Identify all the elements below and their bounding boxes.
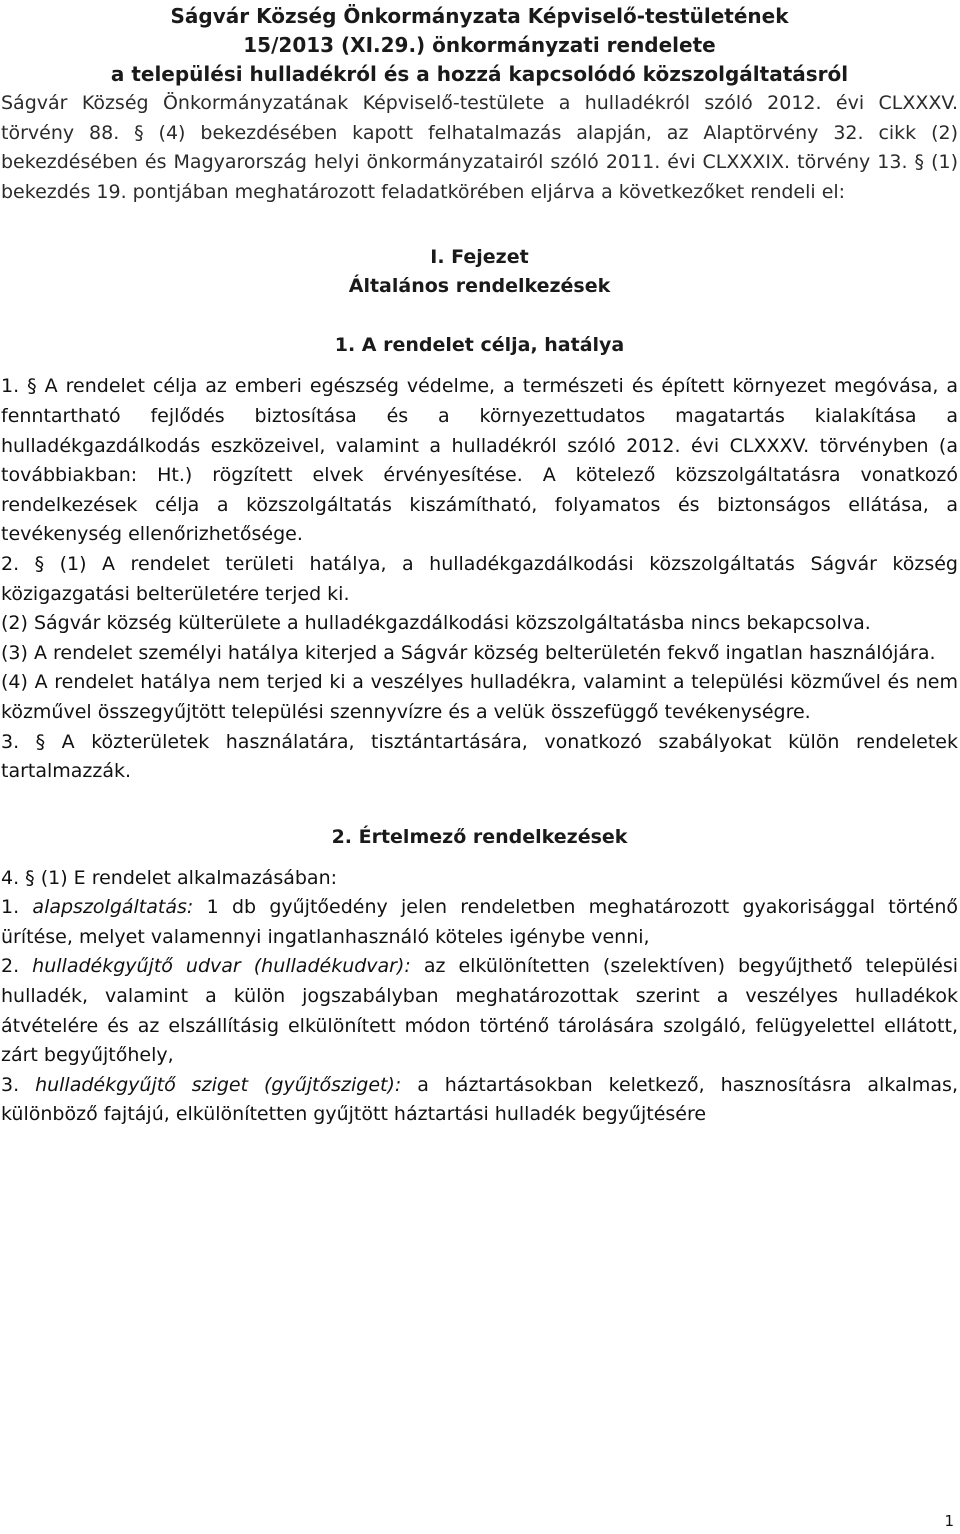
definition-number: 2. bbox=[1, 955, 20, 978]
definition-list bbox=[1, 864, 958, 1130]
definition-intro: 4. § (1) E rendelet alkalmazásában: bbox=[1, 866, 338, 889]
paragraph-3: 3. § A közterületek használatára, tisztántartására, vonatkozó szabályokat külön rendeletek tartalmazzák. bbox=[1, 730, 958, 783]
chapter-name: Általános rendelkezések bbox=[348, 275, 611, 298]
definition-number: 1. bbox=[1, 896, 20, 919]
paragraph-1: 1. § A rendelet célja az emberi egészség védelme, a természeti és épített környezet megóvása, a fenntartható fejlődés biztosítása és a környezettudatos magatartás kialakítása a hulladékgazdálkodás eszközeivel, valamint a hulladékról szóló 2012. évi CLXXXV. törvényben (a továbbiakban: Ht.) rögzített elvek érvényesítése. A kötelező közszolgáltatásra vonatkozó rendelkezések célja a közszolgáltatás kiszámítható, folyamatos és biztonságos ellátása, a tevékenység ellenőrizhetősége. bbox=[1, 375, 958, 546]
definition-item bbox=[1, 893, 958, 952]
definition-text: a háztartásokban keletkező, hasznosításra alkalmas, különböző fajtájú, elkülönítetten gyűjtött háztartási hulladék begyűjtésére bbox=[1, 1073, 958, 1126]
title-line-3: a települési hulladékról és a hozzá kapcsolódó közszolgáltatásról bbox=[110, 62, 849, 86]
chapter-heading bbox=[1, 243, 958, 301]
chapter-number: I. Fejezet bbox=[430, 246, 529, 269]
section-2-heading: 2. Értelmező rendelkezések bbox=[331, 825, 628, 848]
page-number: 1 bbox=[944, 1512, 954, 1530]
preamble: Ságvár Község Önkormányzatának Képviselő-testülete a hulladékról szóló 2012. évi CLXXXV. törvény 88. § (4) bekezdésében kapott felhatalmazás alapján, az Alaptörvény 32. cikk (2) bekezdésében és Magyarország helyi önkormányzatairól szóló 2011. évi CLXXXIX. törvény 13. § (1) bekezdés 19. pontjában meghatározott feladatkörében eljárva a következőket rendeli el: bbox=[1, 92, 958, 203]
definition-text: 1 db gyűjtőedény jelen rendeletben meghatározott gyakorisággal történő ürítése, melyet valamennyi ingatlanhasználó köteles igénybe venni, bbox=[1, 896, 958, 948]
paragraph-2-2: (2) Ságvár község külterülete a hulladékgazdálkodási közszolgáltatásba nincs bekapcsolva. bbox=[1, 612, 871, 635]
title-line-1: Ságvár Község Önkormányzata Képviselő-testületének bbox=[170, 4, 789, 28]
document-page bbox=[1, 0, 958, 1130]
definition-text: az elkülönítetten (szelektíven) begyűjthető települési hulladék, valamint a külön jogszabályban meghatározottak szerint a veszélyes hulladékok átvételére és az elszállításig elkülönített módon történő tárolására szolgáló, felügyelettel ellátott, zárt begyűjtőhely, bbox=[1, 955, 959, 1067]
document-title bbox=[1, 2, 958, 89]
definition-term: hulladékgyűjtő udvar (hulladékudvar): bbox=[32, 955, 411, 978]
title-line-2: 15/2013 (XI.29.) önkormányzati rendelete bbox=[243, 33, 716, 57]
definition-item bbox=[1, 1071, 958, 1130]
definition-term: alapszolgáltatás: bbox=[32, 896, 194, 919]
paragraph-2-3: (3) A rendelet személyi hatálya kiterjed a Ságvár község belterületén fekvő ingatlan használójára. bbox=[1, 641, 936, 664]
definition-item bbox=[1, 952, 958, 1070]
definition-term: hulladékgyűjtő sziget (gyűjtősziget): bbox=[35, 1073, 402, 1096]
definition-number: 3. bbox=[1, 1073, 20, 1096]
section-1-heading: 1. A rendelet célja, hatálya bbox=[334, 334, 625, 357]
paragraph-2: 2. § (1) A rendelet területi hatálya, a hulladékgazdálkodási közszolgáltatás Ságvár község közigazgatási belterületére terjed ki. bbox=[1, 552, 958, 605]
paragraph-2-4: (4) A rendelet hatálya nem terjed ki a veszélyes hulladékra, valamint a települési közművel és nem közművel összegyűjtött települési szennyvízre és a velük összefüggő tevékenységre. bbox=[1, 671, 958, 723]
